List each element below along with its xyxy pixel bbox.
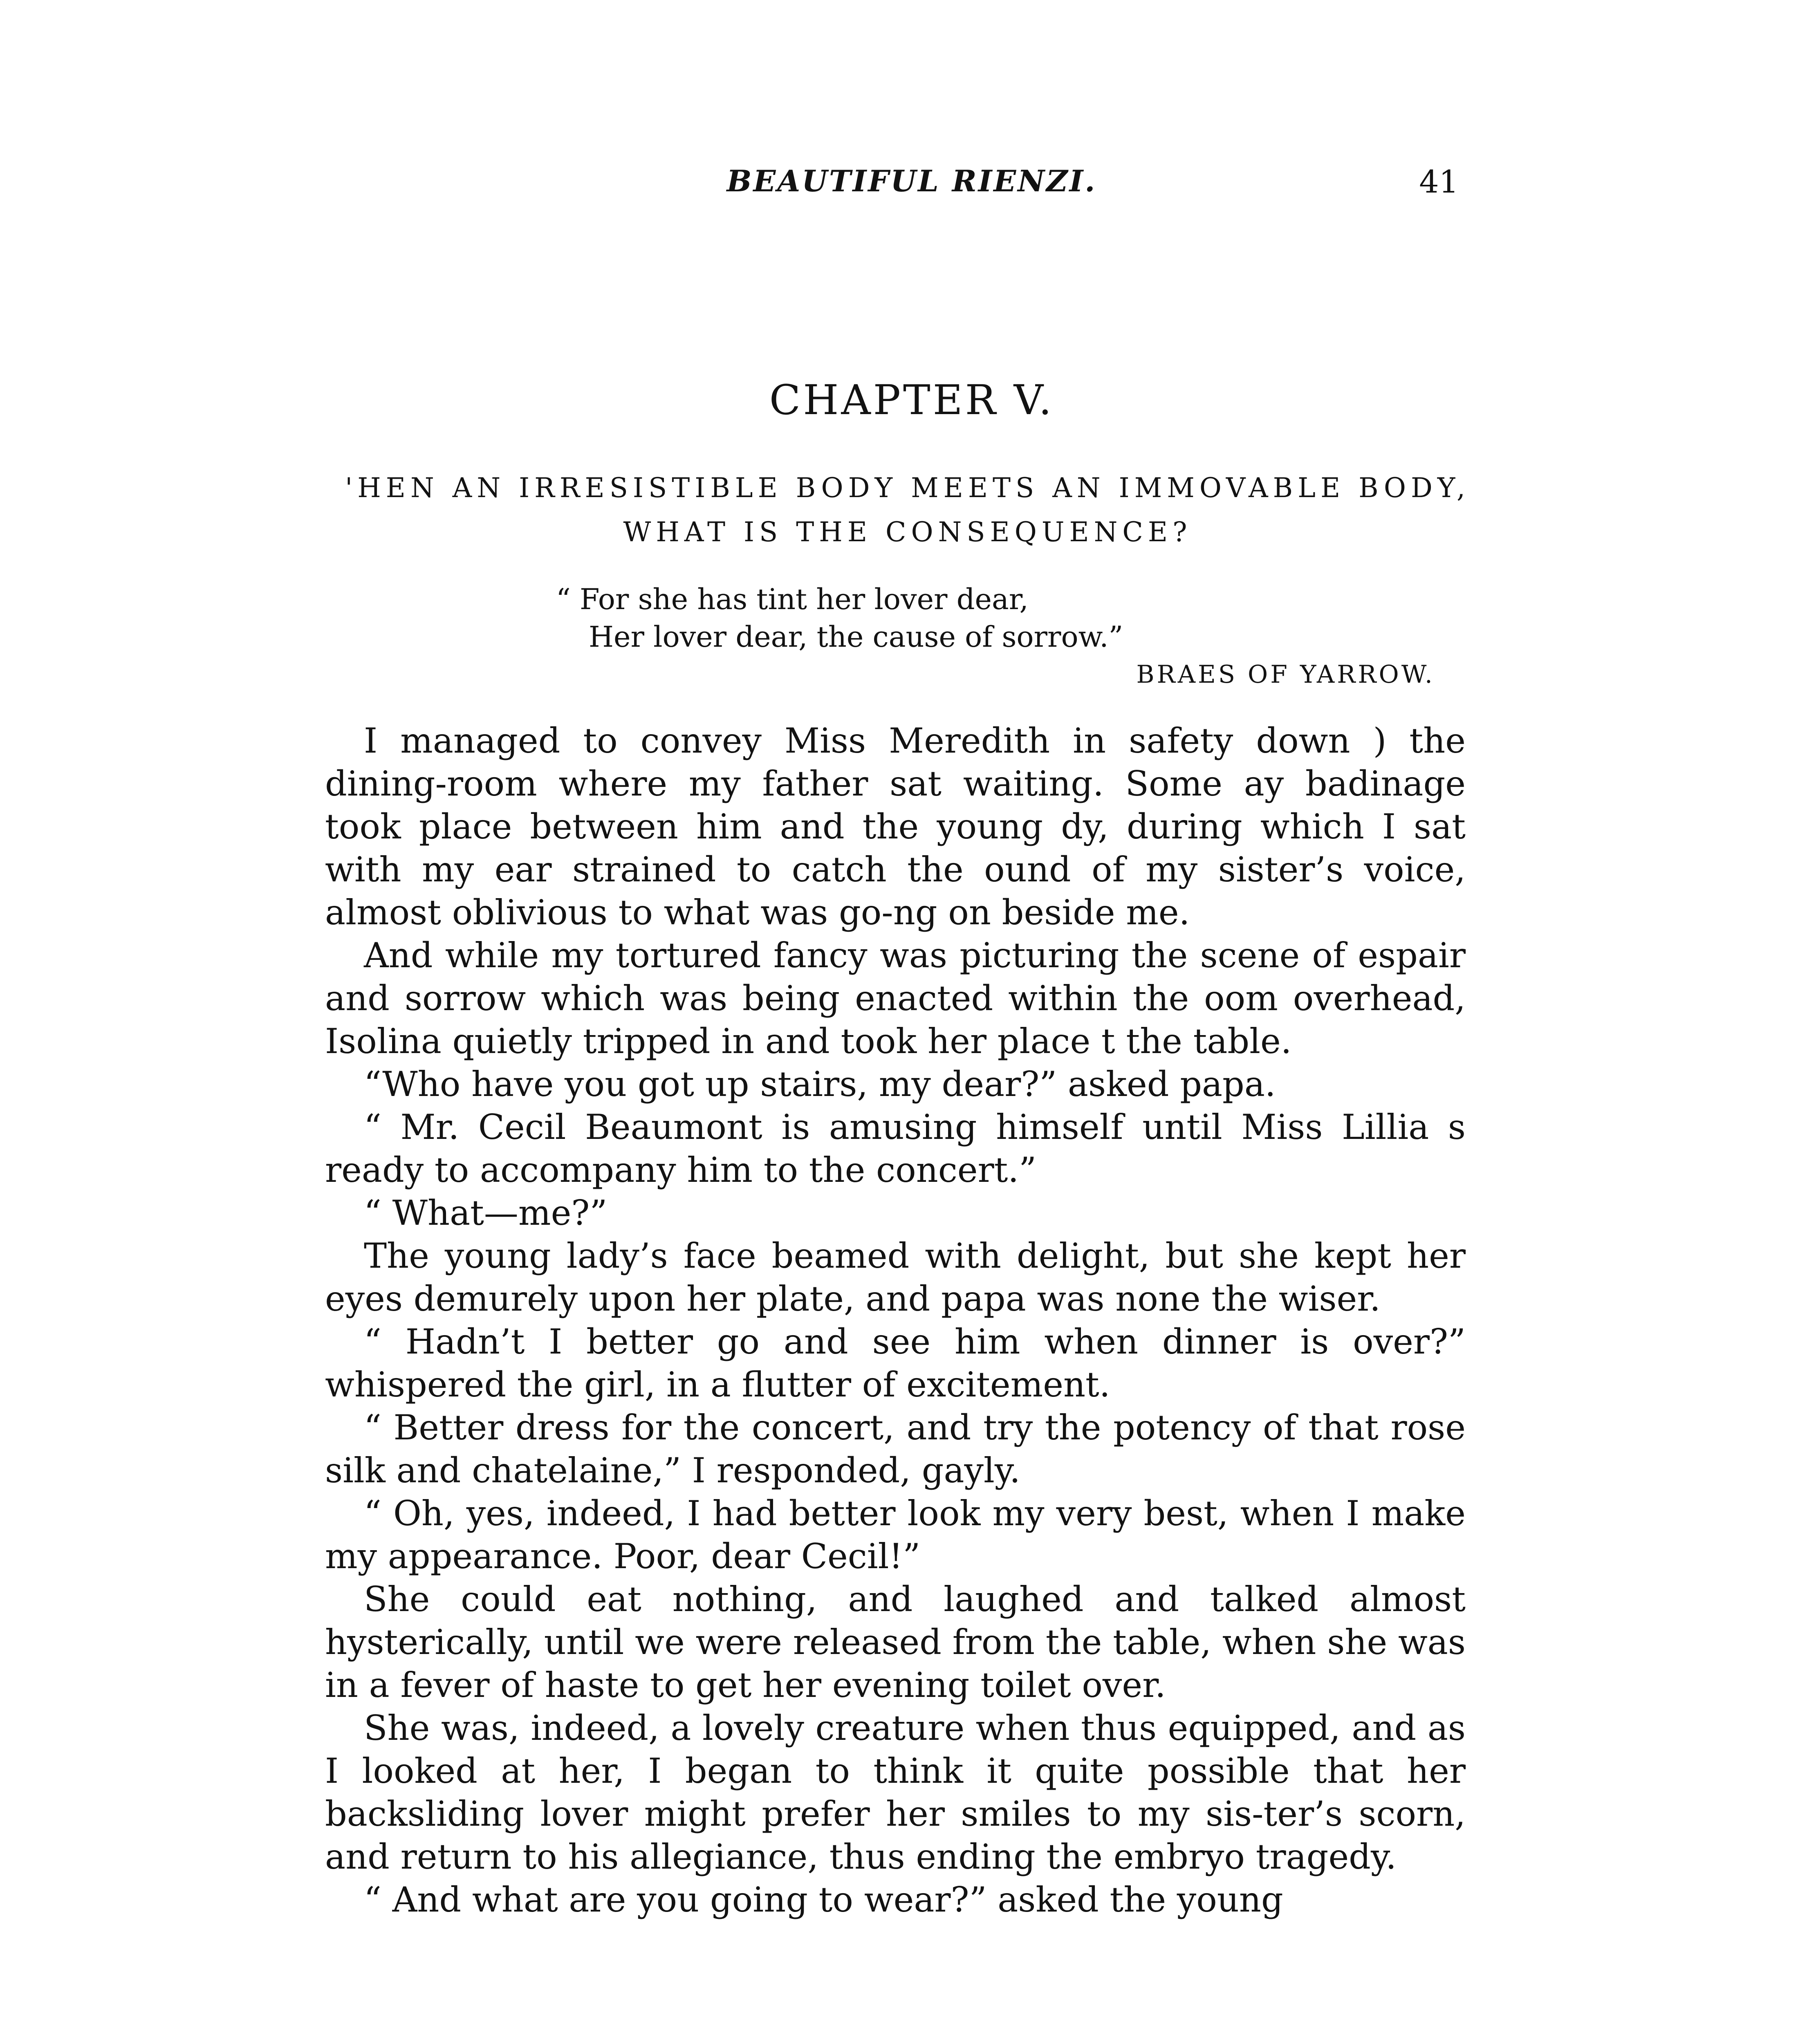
paragraph: “ Hadn’t I better go and see him when dinner is over?” whispered the girl, in a flutter of excitement. bbox=[325, 1322, 1466, 1405]
chapter-subtitle: 'HEN AN IRRESISTIBLE BODY MEETS AN IMMOVABLE BODY, WHAT IS THE CONSEQUENCE? bbox=[345, 472, 1470, 548]
running-title: BEAUTIFUL RIENZI. bbox=[726, 164, 1097, 198]
epigraph bbox=[556, 580, 1435, 693]
body-text bbox=[325, 719, 1466, 1921]
paragraph: I managed to convey Miss Meredith in safety down ) the dining-room where my father sat waiting. Some ay badinage took place between him and the young dy, during which I sat with my ear strained to catch the ound of my sister’s voice, almost oblivious to what was go-ng on beside me. bbox=[325, 721, 1466, 932]
epigraph-source: BRAES OF YARROW. bbox=[1136, 660, 1435, 689]
paragraph: “ Mr. Cecil Beaumont is amusing himself until Miss Lillia s ready to accompany him to the concert.” bbox=[325, 1107, 1466, 1190]
paragraph: “ Better dress for the concert, and try the potency of that rose silk and chatelaine,” I responded, gayly. bbox=[325, 1407, 1466, 1490]
chapter-title: CHAPTER V. bbox=[769, 376, 1054, 424]
epigraph-line-1: “ For she has tint her lover dear, bbox=[556, 583, 1029, 616]
paragraph: The young lady’s face beamed with delight, but she kept her eyes demurely upon her plate, and papa was none the wiser. bbox=[325, 1236, 1466, 1319]
paragraph: “ And what are you going to wear?” asked the young bbox=[364, 1880, 1283, 1920]
page-number: 41 bbox=[1419, 164, 1459, 200]
paragraph: “ What—me?” bbox=[364, 1193, 608, 1233]
paragraph: She was, indeed, a lovely creature when thus equipped, and as I looked at her, I began to think it quite possible that her backsliding lover might prefer her smiles to my sis-ter’s scorn, and return to his allegiance, thus ending the embryo tragedy. bbox=[325, 1708, 1466, 1877]
paragraph: She could eat nothing, and laughed and talked almost hysterically, until we were released from the table, when she was in a fever of haste to get her evening toilet over. bbox=[325, 1579, 1466, 1705]
paragraph: “Who have you got up stairs, my dear?” asked papa. bbox=[364, 1064, 1276, 1104]
epigraph-line-2: Her lover dear, the cause of sorrow.” bbox=[589, 620, 1123, 654]
paragraph: And while my tortured fancy was picturing the scene of espair and sorrow which was being enacted within the oom overhead, Isolina quietly tripped in and took her place t the table. bbox=[325, 935, 1466, 1061]
paragraph: “ Oh, yes, indeed, I had better look my very best, when I make my appearance. Poor, dear Cecil!” bbox=[325, 1493, 1466, 1576]
